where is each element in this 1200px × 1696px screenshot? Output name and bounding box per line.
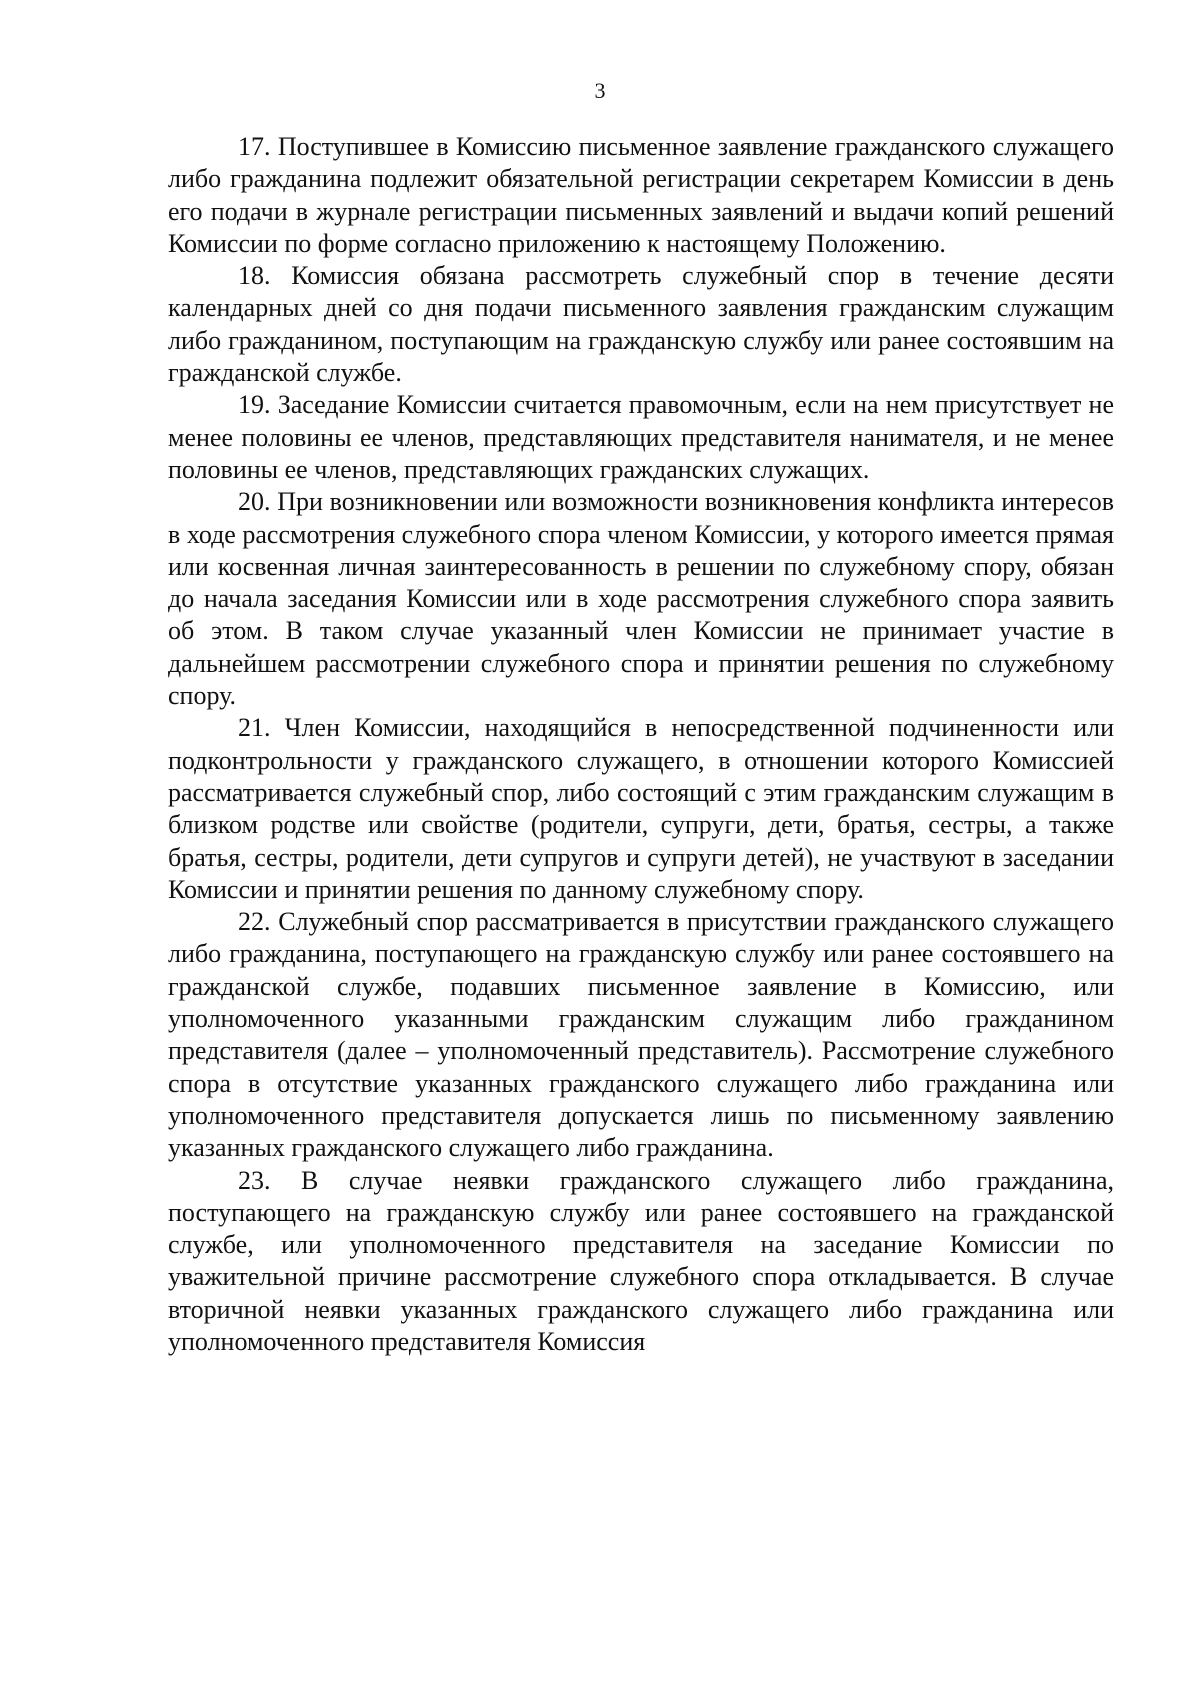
document-body: [168, 131, 1114, 1358]
paragraph-17: 17. Поступившее в Комиссию письменное заявление гражданского служащего либо гражданина подлежит обязательной регистрации секретарем Комиссии в день его подачи в журнале регистрации письменных заявлений и выдачи копий решений Комиссии по форме согласно приложению к настоящему Положению.: [168, 132, 1114, 258]
paragraph-19: 19. Заседание Комиссии считается правомочным, если на нем присутствует не менее половины ее членов, представляющих представителя нанимателя, и не менее половины ее членов, представляющих гражданских служащих.: [168, 390, 1114, 484]
paragraph-21: 21. Член Комиссии, находящийся в непосредственной подчиненности или подконтрольности у гражданского служащего, в отношении которого Комиссией рассматривается служебный спор, либо состоящий с этим гражданским служащим в близком родстве или свойстве (родители, супруги, дети, братья, сестры, а также братья, сестры, родители, дети супругов и супруги детей), не участвуют в заседании Комиссии и принятии решения по данному служебному спору.: [168, 713, 1114, 904]
page-number: 3: [594, 78, 606, 103]
paragraph-20: 20. При возникновении или возможности возникновения конфликта интересов в ходе рассмотрения служебного спора членом Комиссии, у которого имеется прямая или косвенная личная заинтересованность в решении по служебному спору, обязан до начала заседания Комиссии или в ходе рассмотрения служебного спора заявить об этом. В таком случае указанный член Комиссии не принимает участие в дальнейшем рассмотрении служебного спора и принятии решения по служебному спору.: [168, 487, 1114, 711]
paragraph-23: 23. В случае неявки гражданского служащего либо гражданина, поступающего на гражданскую службу или ранее состоявшего на гражданской службе, или уполномоченного представителя на заседание Комиссии по уважительной причине рассмотрение служебного спора откладывается. В случае вторичной неявки указанных гражданского служащего либо гражданина или уполномоченного представителя Комиссия: [168, 1165, 1114, 1356]
paragraph-22: 22. Служебный спор рассматривается в присутствии гражданского служащего либо гражданина, поступающего на гражданскую службу или ранее состоявшего на гражданской службе, подавших письменное заявление в Комиссию, или уполномоченного указанными гражданским служащим либо гражданином представителя (далее – уполномоченный представитель). Рассмотрение служебного спора в отсутствие указанных гражданского служащего либо гражданина или уполномоченного представителя допускается лишь по письменному заявлению указанных гражданского служащего либо гражданина.: [168, 907, 1114, 1163]
paragraph-18: 18. Комиссия обязана рассмотреть служебный спор в течение десяти календарных дней со дня подачи письменного заявления гражданским служащим либо гражданином, поступающим на гражданскую службу или ранее состоявшим на гражданской службе.: [168, 261, 1114, 388]
